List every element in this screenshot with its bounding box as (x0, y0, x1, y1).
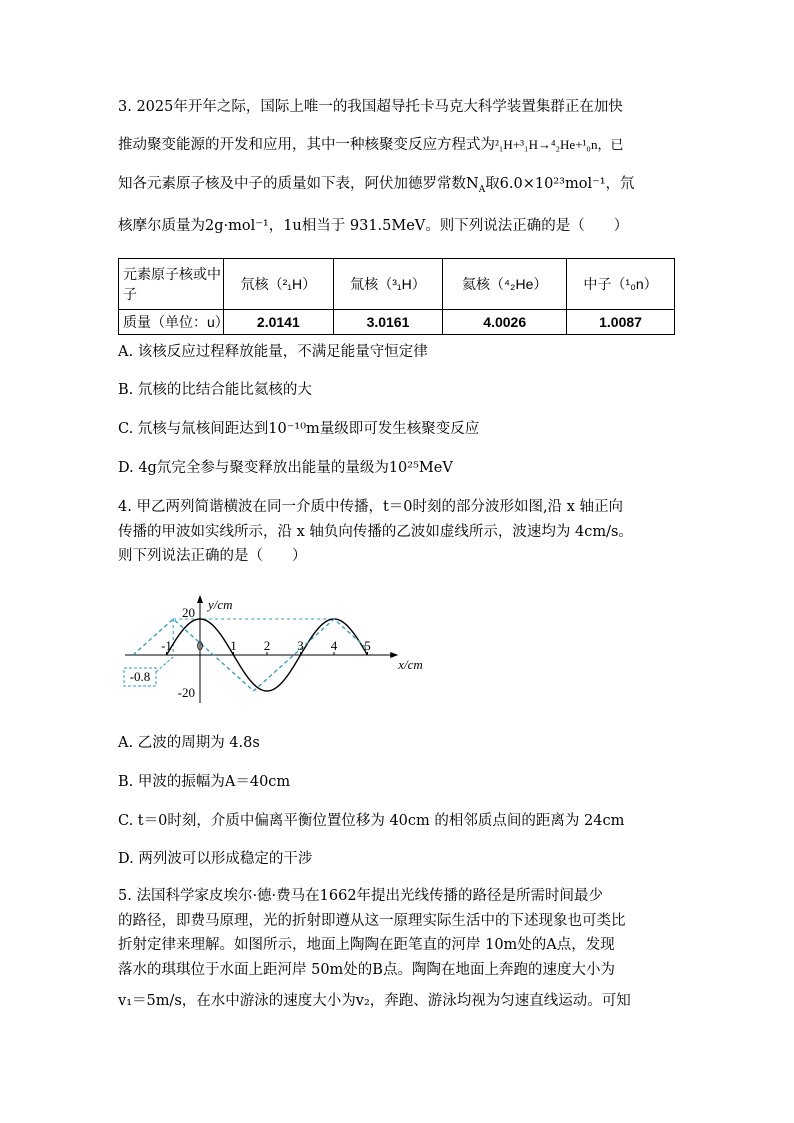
q3-option-a: A. 该核反应过程释放能量，不满足能量守恒定律 (118, 344, 428, 360)
q4-line-2: 传播的甲波如实线所示，沿 x 轴负向传播的乙波如虚线所示，波速均为 4cm/s。 (118, 524, 633, 540)
y-tick-label: 20 (182, 605, 195, 620)
q4-option-b: B. 甲波的振幅为A＝40cm (118, 774, 291, 790)
q5-line-5: v₁＝5m/s，在水中游泳的速度大小为v₂，奔跑、游泳均视为匀速直线运动。可知 (118, 993, 631, 1009)
x-tick-label: 4 (330, 638, 338, 653)
table-header-cell: 元素原子核或中子 (119, 259, 224, 310)
x-axis-arrow (390, 652, 398, 658)
wave-graph (118, 582, 423, 707)
q4-option-c: C. t＝0时刻，介质中偏离平衡位置位移为 40cm 的相邻质点间的距离为 24cm (118, 813, 625, 829)
table-header-cell: 氘核（²₁H） (224, 259, 334, 310)
q5-line-3: 折射定律来理解。如图所示，地面上陶陶在距笔直的河岸 10m处的A点，发现 (118, 937, 615, 953)
y-axis-arrow (197, 595, 203, 603)
q5-line-2: 的路径，即费马原理，光的折射即遵从这一原理实际生活中的下述现象也可类比 (118, 913, 626, 929)
x-axis-label: x/cm (398, 657, 423, 672)
mass-table (118, 258, 675, 335)
x-tick-label: -1 (161, 638, 172, 653)
q3-line-3-text: 知各元素原子核及中子的质量如下表，阿伏加德罗常数N (118, 176, 479, 192)
table-row (119, 310, 675, 335)
table-header-cell: 氦核（⁴₂He） (443, 259, 567, 310)
q4-option-d: D. 两列波可以形成稳定的干涉 (118, 851, 313, 867)
q3-line-2 (118, 135, 623, 155)
table-cell: 1.0087 (567, 310, 675, 335)
table-cell: 4.0026 (443, 310, 567, 335)
table-cell: 2.0141 (224, 310, 334, 335)
annotation-pointer (156, 657, 173, 672)
q4-option-a: A. 乙波的周期为 4.8s (118, 735, 260, 751)
q3-option-d: D. 4g氘完全参与聚变释放出能量的量级为10²⁵MeV (118, 460, 453, 476)
q3-option-c: C. 氘核与氚核间距达到10⁻¹⁰m量级即可发生核聚变反应 (118, 421, 480, 437)
q3-equation: ²₁H+³₁H→⁴₂He+¹₀n，已 (495, 137, 624, 152)
q3-line-3 (118, 174, 635, 200)
x-tick-label: 0 (196, 638, 204, 653)
q3-line-3-rest: 取6.0×10²³mol⁻¹，氘 (485, 176, 635, 192)
annotation-label: -0.8 (129, 669, 151, 684)
q3-line-2-text: 推动聚变能源的开发和应用，其中一种核聚变反应方程式为 (118, 137, 495, 153)
table-row-label: 质量（单位：u） (119, 310, 224, 335)
graph-labels (124, 597, 423, 700)
table-cell: 3.0161 (333, 310, 443, 335)
x-tick-label: 1 (230, 638, 237, 653)
y-tick-label: -20 (177, 685, 195, 700)
q3-line-3-sub: A (478, 184, 486, 195)
q4-line-1: 4. 甲乙两列简谐横波在同一介质中传播，t＝0时刻的部分波形如图,沿 x 轴正向 (118, 499, 623, 515)
table-header-row (119, 259, 675, 310)
x-tick-label: 2 (263, 638, 271, 653)
y-axis-label: y/cm (208, 597, 233, 612)
x-tick-label: 5 (364, 638, 371, 653)
q3-option-b: B. 氘核的比结合能比氦核的大 (118, 382, 312, 398)
x-tick-label: 3 (297, 638, 304, 653)
q3-line-1: 3. 2025年开年之际，国际上唯一的我国超导托卡马克大科学装置集群正在加快 (118, 99, 623, 115)
q3-line-4: 核摩尔质量为2g·mol⁻¹，1u相当于 931.5MeV。则下列说法正确的是（ ） (118, 218, 629, 234)
q5-line-4: 落水的琪琪位于水面上距河岸 50m处的B点。陶陶在地面上奔跑的速度大小为 (118, 962, 615, 978)
table-header-cell: 中子（¹₀n） (567, 259, 675, 310)
q4-line-3: 则下列说法正确的是（ ） (118, 548, 307, 564)
q5-line-1: 5. 法国科学家皮埃尔·德·费马在1662年提出光线传播的路径是所需时间最少 (118, 888, 604, 904)
table-header-cell: 氚核（³₁H） (333, 259, 443, 310)
